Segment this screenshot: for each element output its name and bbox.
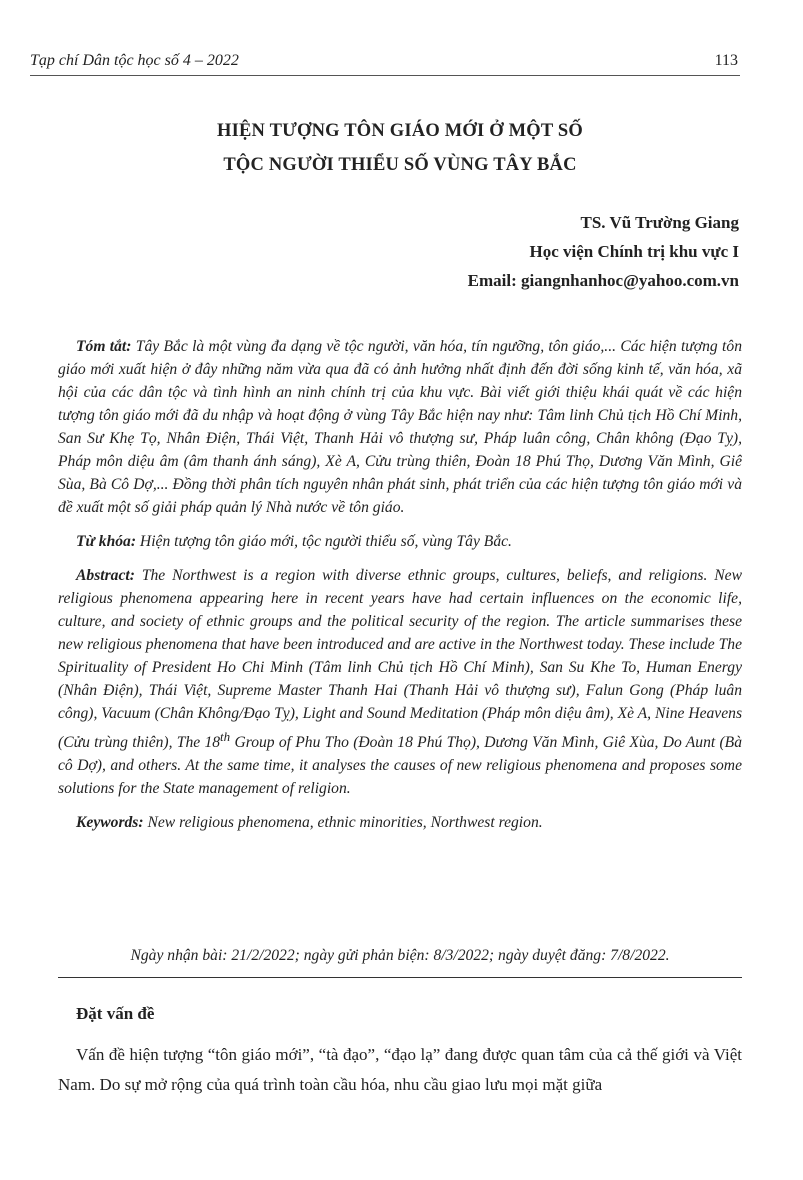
- abstract-block: [58, 335, 742, 845]
- abstract-en-sup: th: [220, 729, 231, 744]
- summary-vi: [58, 335, 742, 519]
- keywords-en-label: Keywords:: [76, 814, 144, 832]
- body-paragraph: Vấn đề hiện tượng “tôn giáo mới”, “tà đạo”, “đạo lạ” đang được quan tâm của cả thế giới và Việt Nam. Do sự mở rộng của quá trình toàn cầu hóa, nhu cầu giao lưu mọi mặt giữa: [58, 1045, 742, 1094]
- title-line-1: HIỆN TƯỢNG TÔN GIÁO MỚI Ở MỘT SỐ: [216, 121, 583, 141]
- journal-name: Tạp chí Dân tộc học số 4 – 2022: [30, 52, 239, 69]
- keywords-vi-label: Từ khóa:: [76, 533, 137, 550]
- header-rule: [30, 75, 740, 76]
- submission-dates: Ngày nhận bài: 21/2/2022; ngày gửi phản biện: 8/3/2022; ngày duyệt đăng: 7/8/2022.: [130, 947, 670, 964]
- page-number: 113: [714, 52, 738, 69]
- summary-vi-text: Tây Bắc là một vùng đa dạng về tộc người, văn hóa, tín ngưỡng, tôn giáo,... Các hiện tượng tôn giáo mới xuất hiện ở đây những năm vừa qua đã có ảnh hưởng nhất định đến đời sống kinh tế, văn hóa, xã hội của các dân tộc và tình hình an ninh chính trị của khu vực. Bài viết giới thiệu khái quát về các hiện tượng tôn giáo mới đã du nhập và hoạt động ở vùng Tây Bắc hiện nay như: Tâm linh Chủ tịch Hồ Chí Minh, San Sư Khẹ Tọ, Nhân Điện, Thái Việt, Thanh Hải vô thượng sư, Pháp luân công, Chân không (Đạo Tỵ), Pháp môn diệu âm (âm thanh ánh sáng), Xè A, Cửu trùng thiên, Đoàn 18 Phú Thọ, Dương Văn Mình, Giê Sùa, Bà Cô Dợ,... Đồng thời phân tích nguyên nhân phát sinh, phát triển của các hiện tượng tôn giáo mới và đề xuất một số giải pháp quản lý Nhà nước về tôn giáo.: [58, 338, 742, 516]
- abstract-en-label: Abstract:: [76, 567, 135, 584]
- keywords-en: [58, 811, 742, 834]
- keywords-vi-text: Hiện tượng tôn giáo mới, tộc người thiểu số, vùng Tây Bắc.: [136, 533, 512, 550]
- keywords-en-text: New religious phenomena, ethnic minorities, Northwest region.: [143, 814, 543, 832]
- author-block: [468, 208, 739, 295]
- article-title: [60, 114, 740, 182]
- section-divider: [58, 977, 742, 978]
- abstract-en-text-2: Group of Phu Tho (Đoàn 18 Phú Thọ), Dương Văn Mình, Giê Xùa, Do Aunt (Bà cô Dợ), and others. At the same time, it analyses the causes of new religious phenomena and proposes some solutions for the State management of religion.: [58, 734, 742, 798]
- abstract-en: [58, 564, 742, 800]
- section-heading: Đặt vấn đề: [76, 1004, 155, 1023]
- author-affiliation: Học viện Chính trị khu vực I: [529, 242, 739, 261]
- abstract-en-text-1: The Northwest is a region with diverse ethnic groups, cultures, beliefs, and religions. New religious phenomena appearing here in recent years have had certain influences on the economic life, culture, and society of ethnic groups and the political security of the region. The article summarises these new religious phenomena that have been introduced and are active in the Northwest today. These include The Spirituality of President Ho Chi Minh (Tâm linh Chủ tịch Hồ Chí Minh), San Su Khe To, Human Energy (Nhân Điện), Thái Việt, Supreme Master Thanh Hai (Thanh Hải vô thượng sư), Falun Gong (Pháp luân công), Vacuum (Chân Không/Đạo Tỵ), Light and Sound Meditation (Pháp môn diệu âm), Xè A, Nine Heavens (Cửu trùng thiên), The 18: [58, 567, 743, 752]
- author-email: Email: giangnhanhoc@yahoo.com.vn: [467, 271, 739, 290]
- title-line-2: TỘC NGƯỜI THIỂU SỐ VÙNG TÂY BẮC: [223, 155, 577, 175]
- body-text: [58, 1040, 742, 1100]
- keywords-vi: [58, 530, 742, 553]
- summary-vi-label: Tóm tắt:: [76, 338, 132, 355]
- running-header: [30, 52, 738, 74]
- author-name: TS. Vũ Trường Giang: [580, 213, 739, 232]
